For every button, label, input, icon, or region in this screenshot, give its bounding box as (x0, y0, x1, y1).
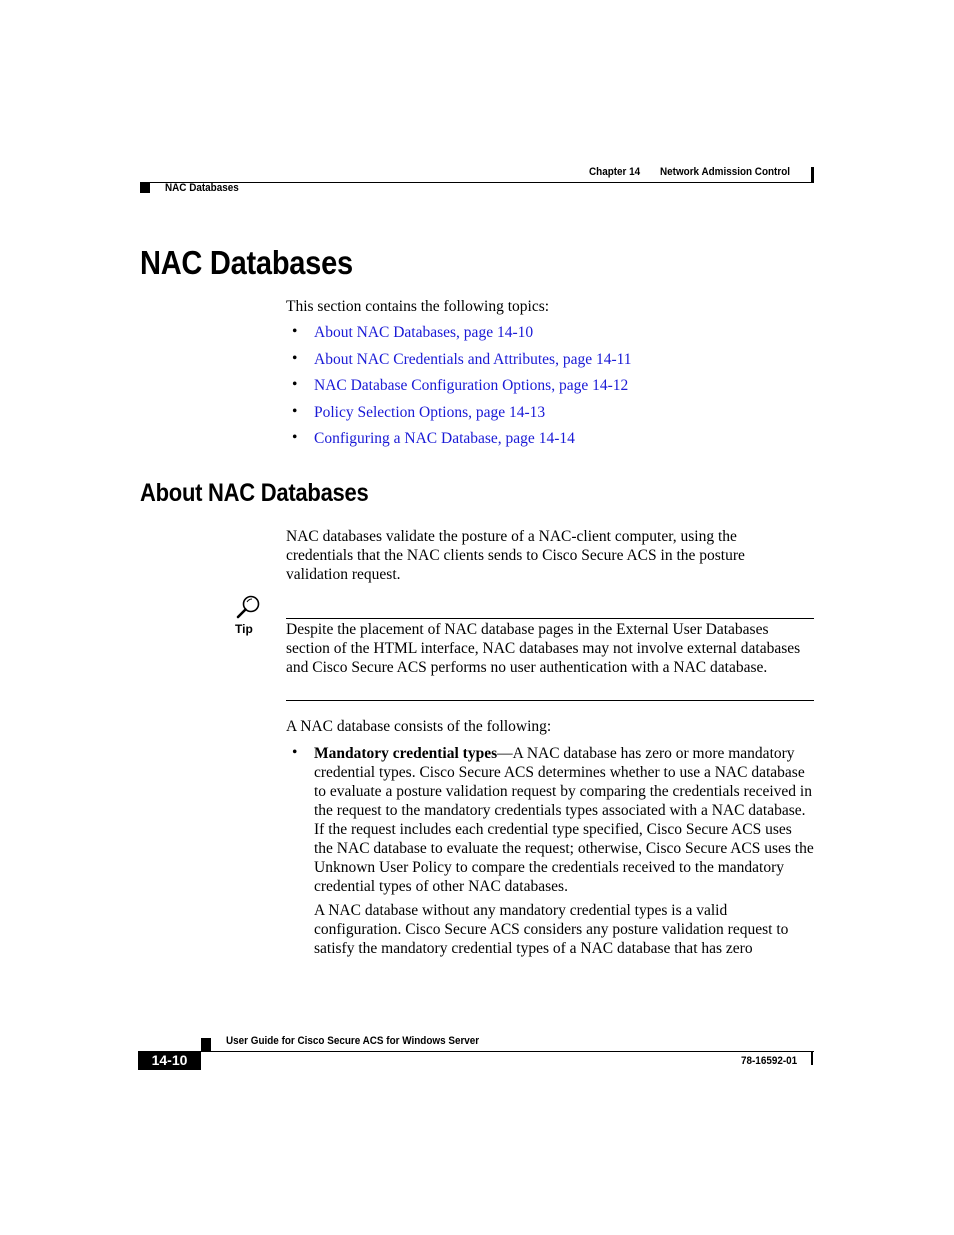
header-rule (140, 182, 814, 183)
header-square-mark (140, 183, 150, 193)
topic-link-policy-selection[interactable]: Policy Selection Options, page 14-13 (314, 404, 546, 421)
header-chapter: Chapter 14 (589, 166, 641, 178)
bullet: • (292, 350, 298, 367)
page-title: NAC Databases (140, 244, 353, 281)
magnifier-icon (235, 594, 263, 620)
bullet: • (292, 376, 298, 393)
mandatory-text: —A NAC database has zero or more mandatory credential types. Cisco Secure ACS determines whether to use a NAC database to evaluate a posture validation request by comparing the credentials received in the request to the mandatory credentials types associated with a NAC database. If the request includes each credential type specified, Cisco Secure ACS uses the NAC database to evaluate the request; otherwise, Cisco Secure ACS uses the Unknown User Policy to compare the credentials received to the mandatory credential types of other NAC databases. (314, 745, 814, 895)
mandatory-paragraph-2: A NAC database without any mandatory credential types is a valid configuration. Cisco Secure ACS considers any posture validation request to satisfy the mandatory credential types of a NAC database that has zero (314, 902, 789, 957)
tip-bottom-rule (286, 700, 814, 701)
consists-text: A NAC database consists of the following: (286, 718, 552, 735)
bullet: • (292, 403, 298, 420)
header-bar-mark (811, 167, 814, 183)
tip-label: Tip (235, 622, 253, 636)
bullet: • (292, 744, 298, 761)
topic-link-nac-credentials[interactable]: About NAC Credentials and Attributes, page 14-11 (314, 351, 632, 368)
footer-rule (201, 1051, 814, 1052)
mandatory-paragraph (314, 744, 814, 896)
bullet: • (292, 429, 298, 446)
footer-bar-mark (811, 1051, 813, 1065)
section-heading-about: About NAC Databases (140, 479, 369, 507)
bullet: • (292, 323, 298, 340)
mandatory-term: Mandatory credential types (314, 745, 498, 762)
intro-text: This section contains the following topics: (286, 298, 550, 315)
topic-link-configuring-database[interactable]: Configuring a NAC Database, page 14-14 (314, 430, 575, 447)
tip-top-rule (286, 618, 814, 619)
topic-link-about-nac-databases[interactable]: About NAC Databases, page 14-10 (314, 324, 534, 341)
footer-guide-title: User Guide for Cisco Secure ACS for Windows Server (226, 1035, 480, 1047)
header-section: NAC Databases (165, 182, 239, 194)
page-number-box (138, 1051, 201, 1070)
footer-square-mark (201, 1038, 211, 1051)
tip-text: Despite the placement of NAC database pages in the External User Databases section of the HTML interface, NAC databases may not involve external databases and Cisco Secure ACS performs no user authentication with a NAC database. (286, 621, 801, 676)
topic-link-configuration-options[interactable]: NAC Database Configuration Options, page 14-12 (314, 377, 629, 394)
footer-doc-number: 78-16592-01 (741, 1055, 798, 1067)
about-paragraph: NAC databases validate the posture of a NAC-client computer, using the credentials that the NAC clients sends to Cisco Secure ACS in the posture validation request. (286, 528, 745, 583)
header-chapter-title: Network Admission Control (660, 166, 790, 178)
page-number: 14-10 (151, 1052, 188, 1068)
